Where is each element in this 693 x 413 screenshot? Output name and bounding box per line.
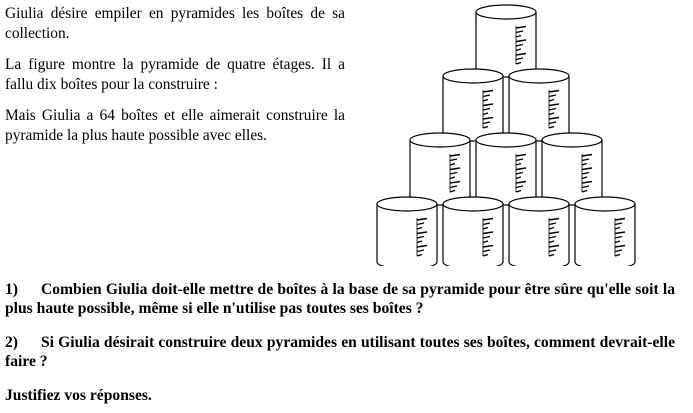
question-1 xyxy=(5,280,675,318)
question-2 xyxy=(5,333,675,371)
box-pyramid-figure xyxy=(372,4,646,266)
intro-paragraph-2: La figure montre la pyramide de quatre étages. Il a fallu dix boîtes pour la construire : xyxy=(5,56,345,93)
problem-intro xyxy=(5,4,345,157)
stacked-box xyxy=(575,197,635,266)
stacked-box xyxy=(509,197,569,266)
stacked-box xyxy=(542,133,602,205)
question-2-text: Si Giulia désirait construire deux pyramides en utilisant toutes ses boîtes, comment devrait-elle faire ? xyxy=(5,334,675,370)
stacked-box xyxy=(443,69,503,141)
stacked-box xyxy=(476,5,536,77)
closing-instruction: Justifiez vos réponses. xyxy=(5,387,152,404)
stacked-box xyxy=(509,69,569,141)
question-1-text: Combien Giulia doit-elle mettre de boîtes à la base de sa pyramide pour être sûre qu'elle soit la plus haute possible, même si elle n'utilise pas toutes ses boîtes ? xyxy=(5,281,675,317)
intro-paragraph-3: Mais Giulia a 64 boîtes et elle aimerait construire la pyramide la plus haute possible avec elles. xyxy=(5,107,345,144)
question-2-number: 2) xyxy=(5,334,18,351)
questions-section xyxy=(5,280,675,405)
intro-paragraph-1: Giulia désire empiler en pyramides les boîtes de sa collection. xyxy=(5,5,345,42)
stacked-box xyxy=(476,133,536,205)
stacked-box xyxy=(443,197,503,266)
question-1-number: 1) xyxy=(5,281,18,298)
stacked-box xyxy=(410,133,470,205)
stacked-box xyxy=(377,197,437,266)
box-pyramid-illustration xyxy=(372,4,646,266)
